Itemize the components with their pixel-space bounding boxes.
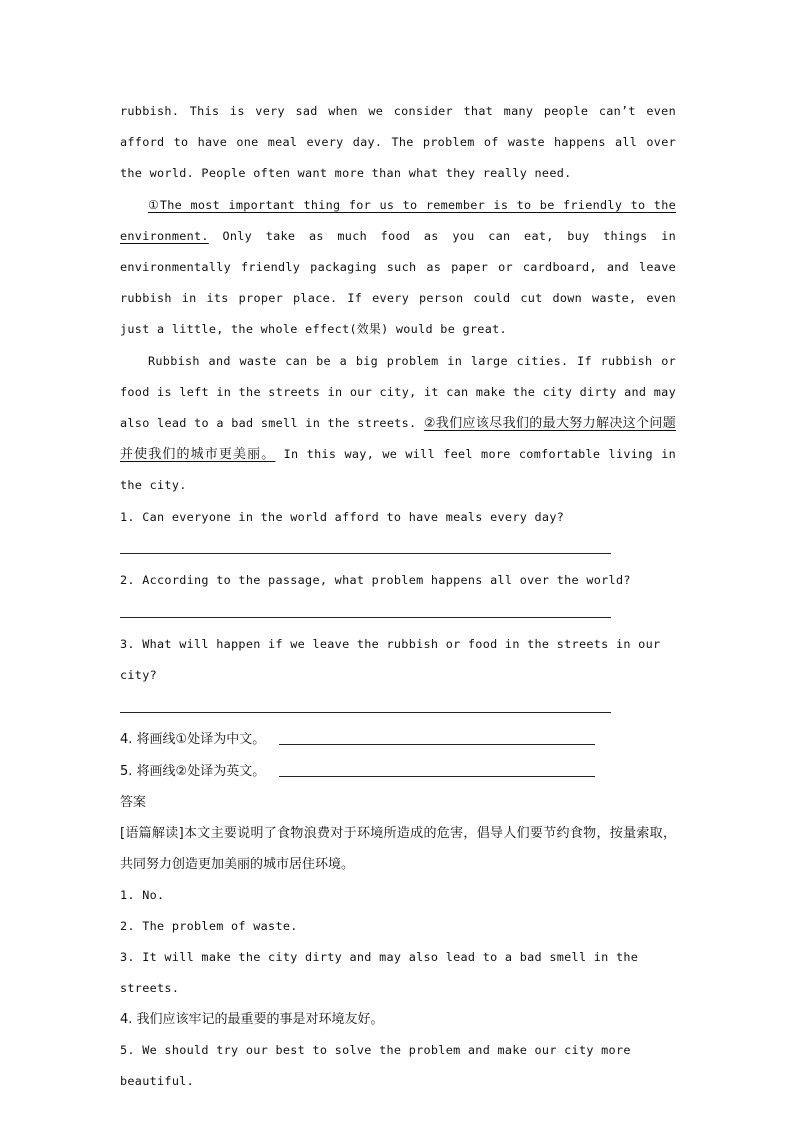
passage-paragraph-2 [120,190,676,346]
question-1: 1. Can everyone in the world afford to have meals every day? [120,509,565,524]
question-4 [120,723,676,755]
answer-1: 1. No. [120,888,165,903]
question-3: 3. What will happen if we leave the rubbish or food in the streets in our city? [120,636,661,682]
question-2: 2. According to the passage, what problem happens all over the world? [120,572,631,587]
question-5-text: 5. 将画线②处译为英文。 [120,763,266,779]
answer-blank-4[interactable] [279,732,595,745]
answer-3: 3. It will make the city dirty and may also lead to a bad smell in the streets. [120,950,639,996]
answer-line-3[interactable] [120,712,611,713]
answer-2: 2. The problem of waste. [120,919,298,934]
answer-5: 5. We should try our best to solve the problem and make our city more beautiful. [120,1043,631,1089]
passage-paragraph-2-rest: Only take as much food as you can eat, buy things in environmentally friendly packaging such as paper or cardboard, and leave rubbish in its proper place. If every person could cut down waste, even just a little, the whole effect(效果) would be great. [120,228,676,337]
analysis-paragraph: [语篇解读]本文主要说明了食物浪费对于环境所造成的危害，倡导人们要节约食物，按量索取，共同努力创造更加美丽的城市居住环境。 [120,825,676,872]
answer-line-2[interactable] [120,617,611,618]
passage-paragraph-3-start: Rubbish and waste can be a big problem in large cities. If rubbish or food is left in the streets in our city, it can make the city dirty and may also lead to a bad smell in the streets. [120,353,676,431]
answer-line-1[interactable] [120,553,611,554]
underlined-sentence-1: ①The most important thing for us to remember is to be friendly to the environment. [120,197,676,243]
answer-4: 4. 我们应该牢记的最重要的事是对环境友好。 [120,1012,384,1028]
answer-heading: 答案 [120,794,147,810]
underlined-sentence-2: ②我们应该尽我们的最大努力解决这个问题并使我们的城市更美丽。 [120,416,676,463]
document-page [120,96,676,1097]
passage-paragraph-3-end: In this way, we will feel more comfortable living in the city. [120,447,676,493]
question-4-text: 4. 将画线①处译为中文。 [120,731,266,747]
question-5 [120,755,676,787]
passage-paragraph-3 [120,346,676,502]
answer-blank-5[interactable] [279,764,595,777]
passage-paragraph-1: rubbish. This is very sad when we consider that many people can’t even afford to have one meal every day. The problem of waste happens all over the world. People often want more than what they really need. [120,104,676,181]
